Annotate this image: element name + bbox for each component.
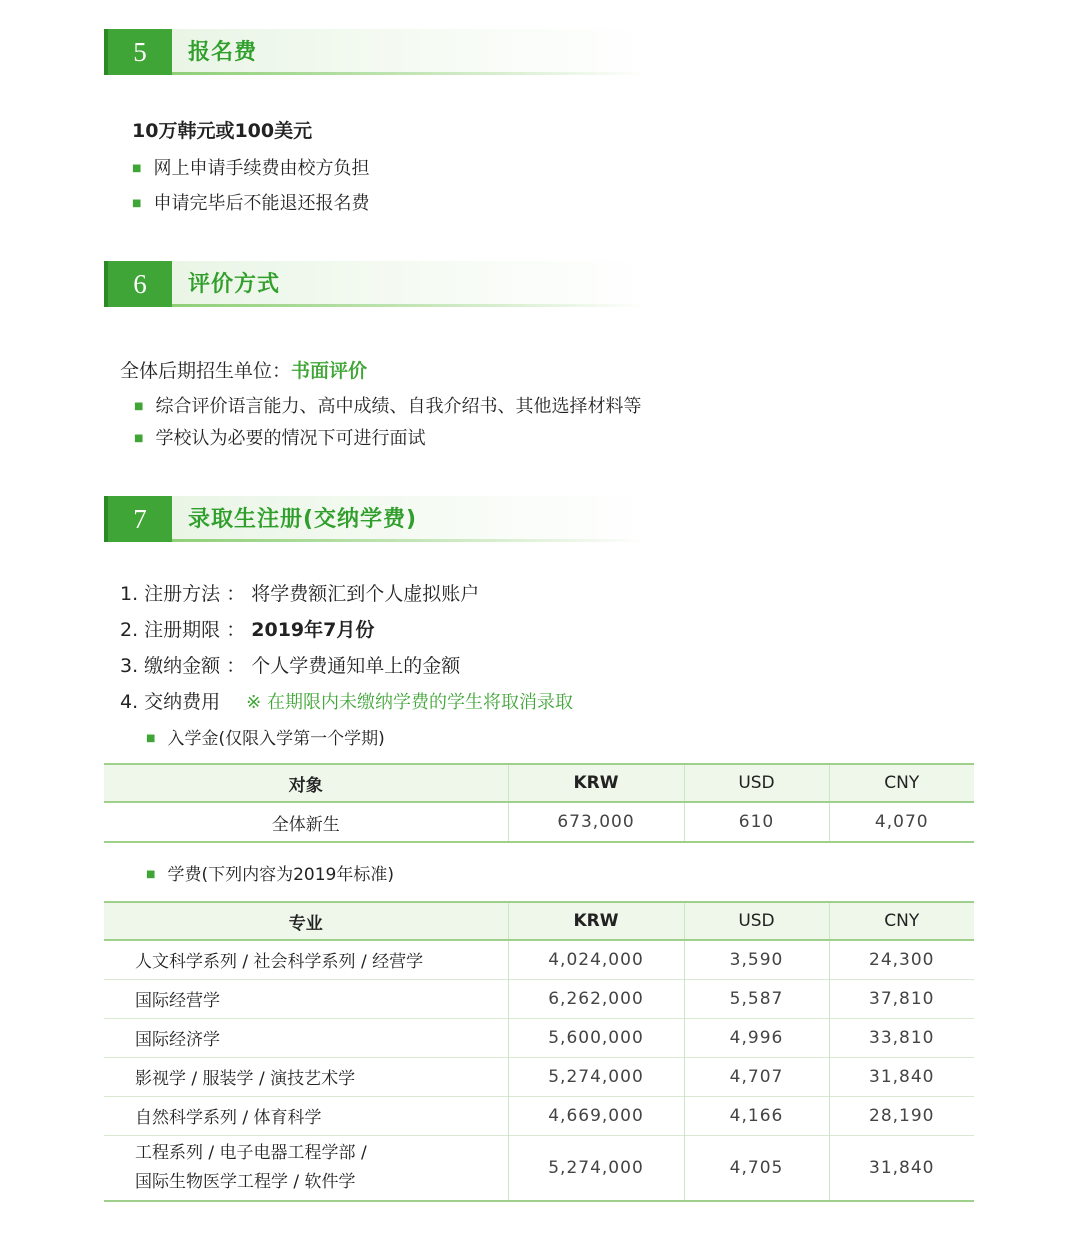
evaluation-method: 书面评价: [291, 360, 368, 382]
step-label: 1. 注册方法 ：: [120, 583, 246, 605]
table-cell: 自然科学系列 / 体育科学: [104, 1096, 508, 1135]
registration-step: [120, 615, 374, 642]
column-header: 对象: [104, 764, 508, 802]
list-item: [134, 392, 641, 418]
table-cell: 4,707: [684, 1057, 829, 1096]
table-cell: 31,840: [869, 1157, 935, 1178]
evaluation-intro: [120, 356, 367, 383]
table-cell: 4,024,000: [508, 940, 684, 979]
list-item: [146, 860, 394, 885]
table-cell: 全体新生: [104, 802, 508, 842]
section-number: 6: [104, 261, 172, 307]
table-cell: 5,587: [684, 979, 829, 1018]
column-header: CNY: [829, 902, 974, 940]
list-item: [146, 724, 385, 749]
step-value: 个人学费通知单上的金额: [251, 655, 461, 677]
table-cell: 影视学 / 服装学 / 演技艺术学: [104, 1057, 508, 1096]
admission-fee-table: [104, 763, 974, 843]
table-cell: 人文科学系列 / 社会科学系列 / 经营学: [104, 940, 508, 979]
table-row: [104, 1096, 974, 1135]
table-cell: 37,810: [869, 988, 935, 1009]
table-cell: 24,300: [869, 949, 935, 970]
table-cell: 5,274,000: [508, 1135, 684, 1201]
bullet-icon: ■: [146, 733, 156, 744]
tuition-note: 学费(下列内容为2019年标准): [167, 865, 394, 885]
step-label: 3. 缴纳金额 ：: [120, 655, 246, 677]
section-header-7: [104, 496, 644, 542]
section-number: 5: [104, 29, 172, 75]
table-cell: 673,000: [508, 802, 684, 842]
evaluation-label: 全体后期招生单位：: [120, 360, 292, 382]
tuition-table: [104, 901, 974, 1202]
table-cell: 6,262,000: [508, 979, 684, 1018]
table-cell: 3,590: [684, 940, 829, 979]
bullet-icon: ■: [132, 198, 142, 209]
column-header: 专业: [104, 902, 508, 940]
table-header-row: [104, 902, 974, 940]
list-item: [134, 424, 425, 450]
table-cell: 31,840: [869, 1066, 935, 1087]
list-item-text: 综合评价语言能力、高中成绩、自我介绍书、其他选择材料等: [155, 396, 642, 417]
list-item: [132, 154, 369, 180]
column-header: KRW: [508, 764, 684, 802]
bullet-icon: ■: [134, 401, 144, 412]
admission-note: 入学金(仅限入学第一个学期): [167, 729, 385, 749]
table-cell: 4,705: [684, 1135, 829, 1201]
step-label: 4. 交纳费用: [120, 691, 221, 713]
column-header: KRW: [508, 902, 684, 940]
table-cell: 28,190: [869, 1105, 935, 1126]
major-line: 工程系列 / 电子电器工程学部 /: [135, 1142, 367, 1163]
table-cell: 国际经济学: [104, 1018, 508, 1057]
table-cell: 4,070: [874, 812, 929, 832]
table-cell: 国际经营学: [104, 979, 508, 1018]
step-value: 将学费额汇到个人虚拟账户: [251, 583, 480, 605]
fee-amount: 10万韩元或100美元: [132, 120, 313, 142]
list-item-text: 学校认为必要的情况下可进行面试: [155, 428, 426, 449]
section-header-5: [104, 29, 644, 75]
list-item-text: 申请完毕后不能退还报名费: [153, 193, 370, 214]
table-row: [104, 979, 974, 1018]
table-row: [104, 1057, 974, 1096]
bullet-icon: ■: [132, 163, 142, 174]
table-row: [104, 940, 974, 979]
list-item-text: 网上申请手续费由校方负担: [153, 158, 370, 179]
table-cell: 33,810: [869, 1027, 935, 1048]
step-label: 2. 注册期限 ：: [120, 619, 246, 641]
registration-step: [120, 579, 479, 606]
registration-step: [120, 687, 573, 714]
section-title: 报名费: [188, 40, 258, 65]
column-header: USD: [684, 902, 829, 940]
section-title: 评价方式: [188, 272, 281, 297]
table-row: [104, 1135, 974, 1201]
table-cell: 4,669,000: [508, 1096, 684, 1135]
major-line: 国际生物医学工程学 / 软件学: [135, 1171, 356, 1192]
table-cell: 5,600,000: [508, 1018, 684, 1057]
section-number: 7: [104, 496, 172, 542]
table-cell: 5,274,000: [508, 1057, 684, 1096]
table-header-row: [104, 764, 974, 802]
table-row: [104, 1018, 974, 1057]
section-header-6: [104, 261, 644, 307]
table-cell: 610: [684, 802, 829, 842]
table-cell: 4,166: [684, 1096, 829, 1135]
column-header: CNY: [829, 764, 974, 802]
registration-step: [120, 651, 460, 678]
table-cell: 4,996: [684, 1018, 829, 1057]
table-row: [104, 802, 974, 842]
bullet-icon: ■: [134, 433, 144, 444]
column-header: USD: [684, 764, 829, 802]
table-cell: [104, 1135, 508, 1201]
bullet-icon: ■: [146, 869, 156, 880]
step-value: 2019年7月份: [251, 619, 375, 641]
list-item: [132, 189, 369, 215]
unpaid-warning: ※ 在期限内未缴纳学费的学生将取消录取: [246, 692, 573, 713]
section-title: 录取生注册(交纳学费): [188, 507, 418, 532]
